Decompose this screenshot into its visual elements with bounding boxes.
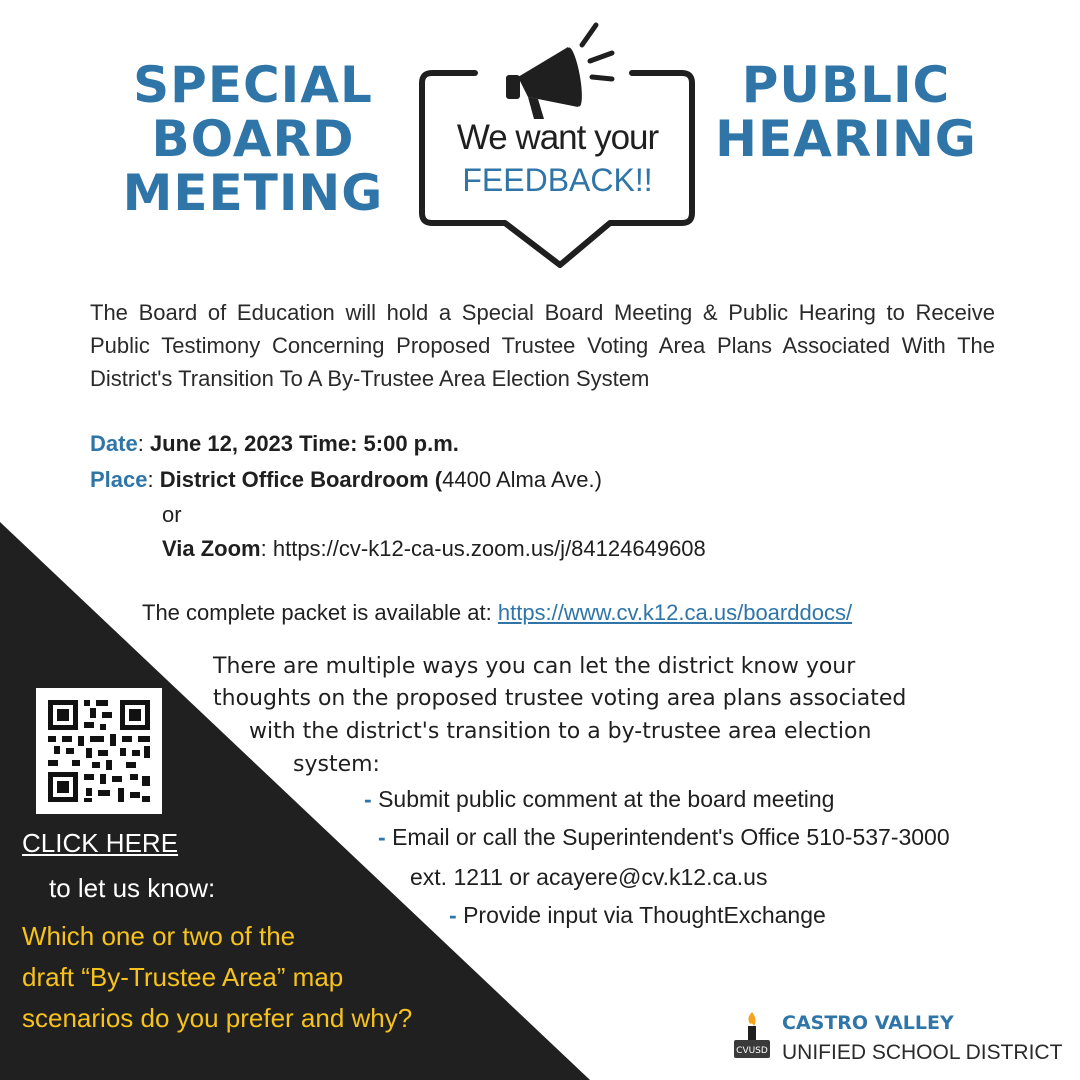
heading-special-board-meeting: [112, 58, 394, 220]
heading-line: HEARING: [715, 110, 977, 168]
place-bold: District Office Boardroom (: [159, 467, 443, 492]
click-here-link[interactable]: CLICK HERE: [22, 828, 179, 858]
heading-line: MEETING: [122, 164, 384, 222]
option-continuation: ext. 1211 or acayere@cv.k12.ca.us: [410, 864, 768, 890]
option-item: - Submit public comment at the board meeting: [364, 786, 835, 812]
option-item: - Provide input via ThoughtExchange: [449, 902, 826, 928]
date-label: Date: [90, 431, 138, 456]
packet-link[interactable]: https://www.cv.k12.ca.us/boarddocs/: [497, 600, 853, 625]
option-text: Email or call the Superintendent's Office 510-537-3000: [392, 824, 950, 850]
question-line: draft “By-Trustee Area” map: [22, 962, 344, 992]
heading-line: BOARD: [151, 110, 355, 168]
ways-line: thoughts on the proposed trustee voting area plans associated: [213, 686, 907, 711]
ways-line: with the district's transition to a by-trustee area election: [249, 719, 872, 744]
place-address: 4400 Alma Ave.): [442, 467, 602, 492]
bubble-line-2: FEEDBACK!!: [462, 162, 653, 198]
logo-line-1: CASTRO VALLEY: [782, 1012, 954, 1034]
qr-code[interactable]: [36, 688, 162, 814]
place-line: Place: District Office Boardroom (4400 Alma Ave.): [90, 467, 602, 492]
bubble-line-1: We want your: [456, 118, 659, 157]
packet-text: The complete packet is available at:: [142, 600, 498, 625]
heading-line: SPECIAL: [133, 56, 373, 114]
question-line: Which one or two of the: [22, 921, 296, 951]
zoom-label: Via Zoom: [162, 536, 261, 561]
date-value: June 12, 2023 Time: 5:00 p.m.: [149, 431, 459, 456]
heading-line: PUBLIC: [741, 56, 951, 114]
date-line: Date: June 12, 2023 Time: 5:00 p.m.: [90, 431, 459, 456]
question-line: scenarios do you prefer and why?: [22, 1003, 413, 1033]
ways-line: system:: [293, 752, 380, 777]
heading-public-hearing: [706, 58, 986, 166]
intro-paragraph: The Board of Education will hold a Special Board Meeting & Public Hearing to Receive Public Testimony Concerning Proposed Trustee Voting Area Plans Associated With The District's Transition To A By-Trustee Area Election System: [90, 300, 995, 391]
option-text: Submit public comment at the board meeting: [378, 786, 835, 812]
zoom-line: Via Zoom: https://cv-k12-ca-us.zoom.us/j/84124649608: [162, 536, 706, 561]
option-text: Provide input via ThoughtExchange: [463, 902, 826, 928]
logo-badge: CVUSD: [736, 1046, 768, 1056]
qr-code-icon: [36, 688, 162, 814]
district-logo-icon: [730, 1010, 774, 1062]
ways-line: There are multiple ways you can let the district know your: [213, 654, 856, 679]
place-label: Place: [90, 467, 148, 492]
let-us-know-text: to let us know:: [49, 873, 216, 903]
zoom-url[interactable]: https://cv-k12-ca-us.zoom.us/j/84124649608: [272, 536, 706, 561]
logo-line-2: UNIFIED SCHOOL DISTRICT: [782, 1041, 1063, 1064]
or-text: or: [162, 502, 182, 527]
option-item: - Email or call the Superintendent's Office 510-537-3000: [378, 824, 950, 850]
packet-line: [142, 600, 852, 626]
